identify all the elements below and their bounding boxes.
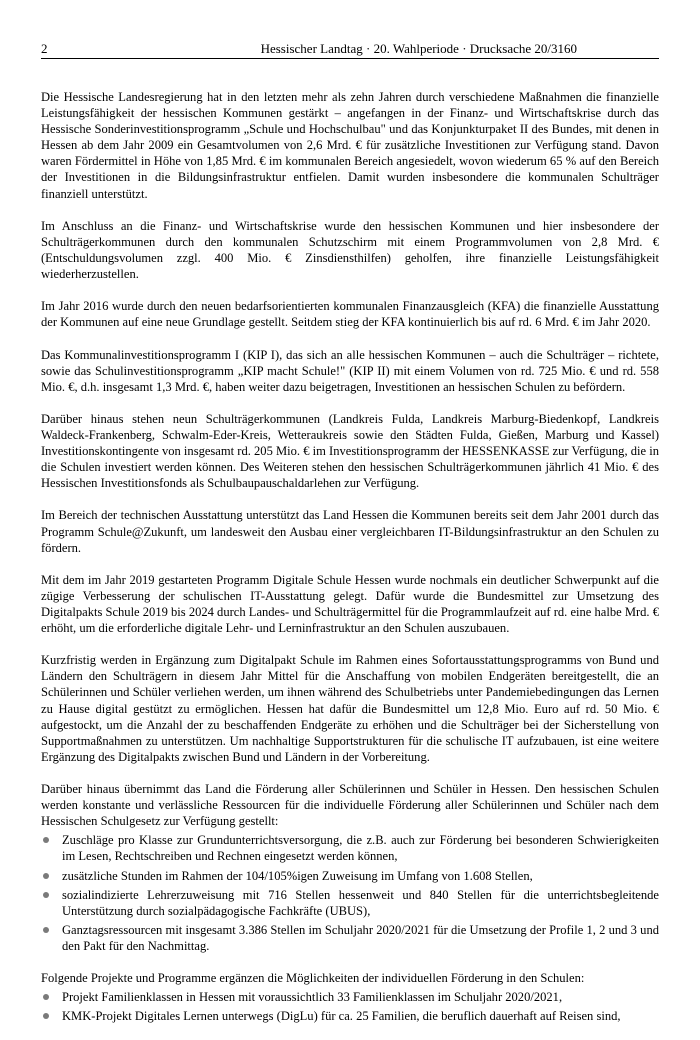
projects-list bbox=[41, 989, 659, 1024]
list-item bbox=[41, 922, 659, 954]
paragraph: Im Bereich der technischen Ausstattung unterstützt das Land Hessen die Kommunen bereits seit dem Jahr 2001 durch das Programm Schule@Zukunft, um landesweit den Ausbau einer vergleichbaren IT-Bildungsinfrastruktur an den Schulen zu fördern. bbox=[41, 508, 659, 555]
resources-list bbox=[41, 832, 659, 954]
page-header bbox=[41, 40, 659, 59]
paragraph: Mit dem im Jahr 2019 gestarteten Programm Digitale Schule Hessen wurde nochmals ein deutlicher Schwerpunkt auf die zügige Verbesserung der schulischen IT-Ausstattung gelegt. Dafür wurde die Bundesmittel zur Umsetzung des Digitalpakts Schule 2019 bis 2024 durch Landes- und Schulträgermittel für die Programmlaufzeit auf rd. eine halbe Mrd. € erhöht, um die erforderliche digitale Lehr- und Lerninfrastruktur an den Schulen auszubauen. bbox=[41, 572, 659, 636]
bullet-icon bbox=[43, 892, 49, 898]
paragraph: Kurzfristig werden in Ergänzung zum Digitalpakt Schule im Rahmen eines Sofortausstattungsprogramms von Bund und Ländern den Schulträgern in diesem Jahr Mittel für die Anschaffung von mobilen Endgeräten bereitgestellt, die an Schülerinnen und Schüler verliehen werden, um ihnen während des Schulbetriebs unter Pandemiebedingungen das Lernen zu Hause digital gestützt zu ermöglichen. Hessen hat dafür die Bundesmittel um 12,8 Mio. Euro auf rd. 50 Mio. € aufgestockt, um die Anzahl der zu beschaffenden Endgeräte zu erhöhen und die Schulträger bei der Sicherstellung von Supportmaßnahmen zu unterstützen. Um nachhaltige Supportstrukturen für die schulische IT aufzubauen, ist eine weitere Ergänzung des Digitalpakts zwischen Bund und Ländern in der Vorbereitung. bbox=[41, 653, 659, 764]
paragraph: Im Anschluss an die Finanz- und Wirtschaftskrise wurde den hessischen Kommunen und hier insbesondere der Schulträgerkommunen durch den kommunalen Schutzschirm mit einem Programmvolumen von 2,8 Mrd. € (Entschuldungsvolumen zzgl. 400 Mio. € Zinsdiensthilfen) geholfen, ihre finanzielle Leistungsfähigkeit wiederherzustellen. bbox=[41, 218, 659, 282]
list-item-text: Zuschläge pro Klasse zur Grundunterrichtsversorgung, die z.B. auch zur Förderung bei besonderen Schwierigkeiten im Lesen, Rechtschreiben und Rechnen eingesetzt werden können, bbox=[62, 833, 659, 864]
list-item-text: Projekt Familienklassen in Hessen mit voraussichtlich 33 Familienklassen im Schuljahr 2020/2021, bbox=[62, 990, 563, 1005]
running-title: Hessischer Landtag · 20. Wahlperiode · Drucksache 20/3160 bbox=[260, 41, 577, 56]
paragraph: Folgende Projekte und Programme ergänzen die Möglichkeiten der individuellen Förderung in den Schulen: bbox=[41, 971, 585, 986]
paragraph: Die Hessische Landesregierung hat in den letzten mehr als zehn Jahren durch verschiedene Maßnahmen die finanzielle Leistungsfähigkeit der hessischen Kommunen gestärkt – angefangen in der Finanz- und Wirtschaftskrise durch das Hessische Sonderinvestitionsprogramm „Schule und Hochschulbau" und das Konjunkturpaket II des Bundes, mit denen in Hessen ab dem Jahr 2009 ein Gesamtvolumen von 2,6 Mrd. € für zusätzliche Investitionen zur Verfügung stand. Davon waren Fördermittel in Höhe von 1,85 Mrd. € im kommunalen Bereich angesiedelt, wovon wiederum 65 % auf den Bereich der Investitionen in die Bildungsinfrastruktur entfielen. Damit wurden insbesondere die kommunalen Schulträger finanziell unterstützt. bbox=[41, 90, 659, 201]
bullet-icon bbox=[43, 1013, 49, 1019]
document-body bbox=[41, 89, 659, 1040]
list-item bbox=[41, 887, 659, 919]
bullet-icon bbox=[43, 873, 49, 879]
page-number: 2 bbox=[41, 41, 48, 56]
list-item-text: Ganztagsressourcen mit insgesamt 3.386 Stellen im Schuljahr 2020/2021 für die Umsetzung der Profile 1, 2 und 3 und den Pakt für den Nachmittag. bbox=[62, 922, 659, 953]
paragraph: Das Kommunalinvestitionsprogramm I (KIP I), das sich an alle hessischen Kommunen – auch die Schulträger – richtete, sowie das Schulinvestitionsprogramm „KIP macht Schule!" (KIP II) mit einem Volumen von rd. 725 Mio. € und rd. 558 Mio. €, d.h. insgesamt 1,3 Mrd. €, haben weiter dazu beigetragen, Investitionen an hessischen Schulen zu befördern. bbox=[41, 347, 659, 394]
list-item bbox=[41, 832, 659, 864]
list-item bbox=[41, 868, 659, 884]
paragraph: Darüber hinaus stehen neun Schulträgerkommunen (Landkreis Fulda, Landkreis Marburg-Biedenkopf, Landkreis Waldeck-Frankenberg, Schwalm-Eder-Kreis, Wetteraukreis sowie den Städten Fulda, Gießen, Marburg und Kassel) Investitionskontingente von insgesamt rd. 205 Mio. € im Investitionsprogramm der HESSENKASSE zur Verfügung, die in die Schulen investiert werden können. Des Weiteren stehen den hessischen Schulträgerkommunen jährlich 41 Mio. € des Hessischen Investitionsfonds als Schulbaupauschaldarlehen zur Verfügung. bbox=[41, 411, 659, 491]
bullet-icon bbox=[43, 837, 49, 843]
list-item bbox=[41, 1008, 659, 1024]
list-item-text: KMK-Projekt Digitales Lernen unterwegs (DigLu) für ca. 25 Familien, die beruflich dauerhaft auf Reisen sind, bbox=[62, 1009, 621, 1024]
list-item bbox=[41, 989, 659, 1005]
list-item-text: zusätzliche Stunden im Rahmen der 104/105%igen Zuweisung im Umfang von 1.608 Stellen, bbox=[62, 868, 533, 883]
paragraph: Im Jahr 2016 wurde durch den neuen bedarfsorientierten kommunalen Finanzausgleich (KFA) die finanzielle Ausstattung der Kommunen auf eine neue Grundlage gestellt. Seitdem stieg der KFA kontinuierlich bis auf rd. 6 Mrd. € im Jahr 2020. bbox=[41, 299, 659, 330]
bullet-icon bbox=[43, 994, 49, 1000]
bullet-icon bbox=[43, 927, 49, 933]
list-item-text: sozialindizierte Lehrerzuweisung mit 716 Stellen hessenweit und 840 Stellen für die unterrichtsbegleitende Unterstützung durch sozialpädagogische Fachkräfte (UBUS), bbox=[62, 887, 659, 918]
paragraph: Darüber hinaus übernimmt das Land die Förderung aller Schülerinnen und Schüler in Hessen. Den hessischen Schulen werden konstante und verlässliche Ressourcen für die individuelle Förderung aller Schülerinnen und Schüler nach dem Hessischen Schulgesetz zur Verfügung gestellt: bbox=[41, 782, 659, 829]
